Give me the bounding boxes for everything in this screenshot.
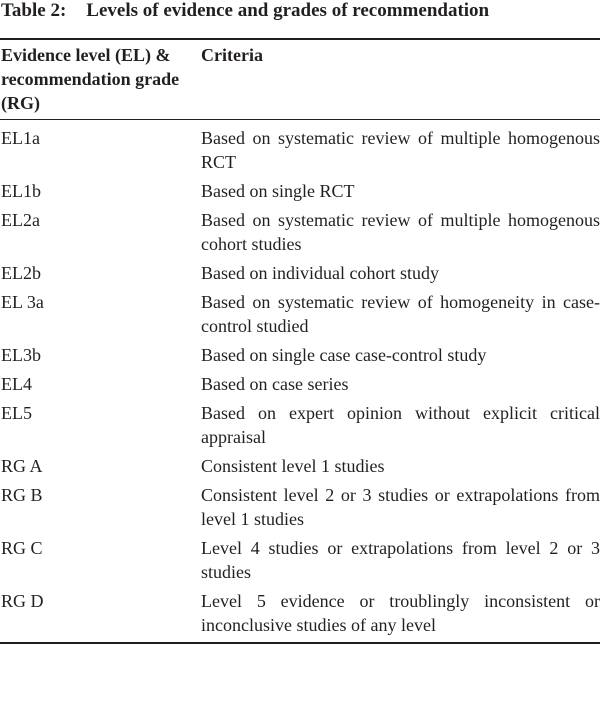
header-criteria: [200, 40, 600, 120]
table-row: [0, 177, 600, 206]
table-row: [0, 481, 600, 534]
table-caption-label: Table 2:: [1, 0, 67, 21]
table-caption-title: Levels of evidence and grades of recommendation: [86, 0, 490, 21]
table-row: [0, 341, 600, 370]
criteria-cell: Level 5 evidence or troublingly inconsistent or inconclusive studies of any level: [201, 591, 600, 635]
level-cell: EL4: [1, 374, 32, 394]
level-cell: RG B: [1, 485, 43, 505]
criteria-cell: Based on systematic review of homogeneity in case-control studied: [201, 292, 600, 336]
table-row: [0, 452, 600, 481]
header-criteria-text: Criteria: [201, 45, 263, 65]
criteria-cell: Based on single case case-control study: [201, 345, 487, 365]
table-row: [0, 370, 600, 399]
table-row: [0, 587, 600, 643]
table-row: [0, 399, 600, 452]
table-caption: [0, 0, 600, 26]
table-row: [0, 259, 600, 288]
table-row: [0, 534, 600, 587]
table-body: [0, 120, 600, 643]
criteria-cell: Based on systematic review of multiple homogenous cohort studies: [201, 210, 600, 254]
level-cell: EL1b: [1, 181, 41, 201]
table-row: [0, 120, 600, 177]
criteria-cell: Consistent level 2 or 3 studies or extrapolations from level 1 studies: [201, 485, 600, 529]
level-cell: RG D: [1, 591, 44, 611]
level-cell: EL2b: [1, 263, 41, 283]
criteria-cell: Based on single RCT: [201, 181, 355, 201]
level-cell: EL5: [1, 403, 32, 423]
level-cell: EL3b: [1, 345, 41, 365]
level-cell: RG A: [1, 456, 43, 476]
criteria-cell: Based on expert opinion without explicit critical appraisal: [201, 403, 600, 447]
header-row: [0, 40, 600, 120]
criteria-cell: Based on case series: [201, 374, 349, 394]
level-cell: EL2a: [1, 210, 40, 230]
header-evidence-level-text: Evidence level (EL) & recommendation grade (RG): [1, 45, 180, 113]
table-header: [0, 40, 600, 120]
table-bottom-rule: [0, 642, 600, 644]
criteria-cell: Level 4 studies or extrapolations from level 2 or 3 studies: [201, 538, 600, 582]
table-row: [0, 206, 600, 259]
level-cell: EL 3a: [1, 292, 44, 312]
header-evidence-level: [0, 40, 200, 120]
criteria-cell: Based on systematic review of multiple homogenous RCT: [201, 128, 600, 172]
level-cell: RG C: [1, 538, 43, 558]
evidence-levels-table: [0, 40, 600, 642]
criteria-cell: Based on individual cohort study: [201, 263, 439, 283]
criteria-cell: Consistent level 1 studies: [201, 456, 385, 476]
table-row: [0, 288, 600, 341]
level-cell: EL1a: [1, 128, 40, 148]
